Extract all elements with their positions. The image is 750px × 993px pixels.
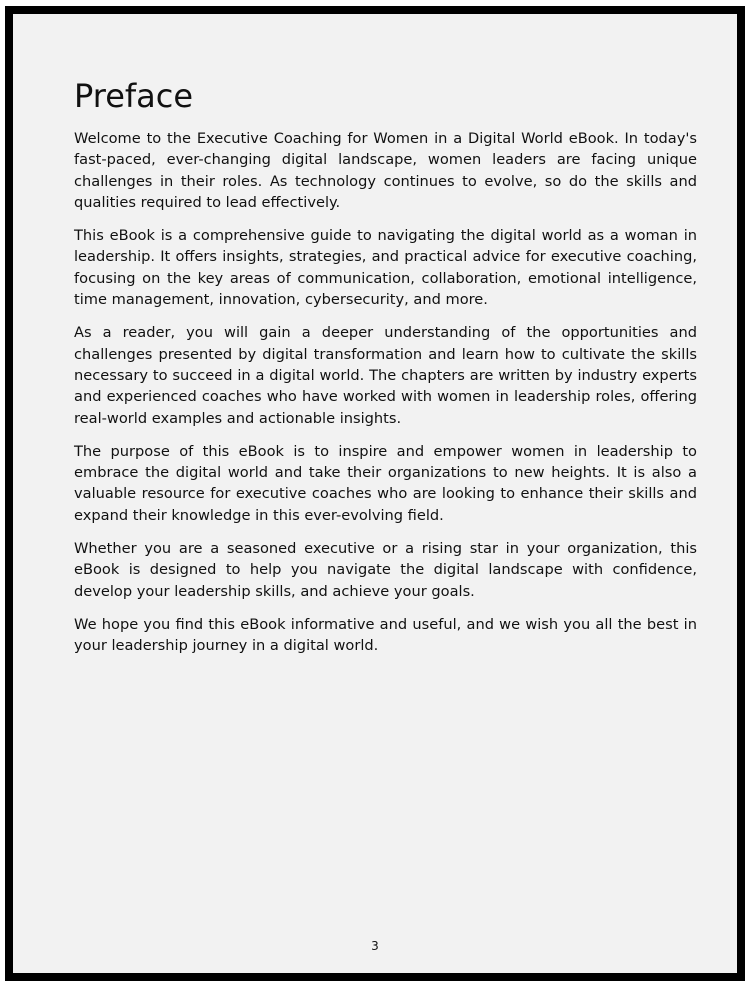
paragraph-6: We hope you find this eBook informative and useful, and we wish you all the best in your leadership journey in a digital world.	[74, 615, 697, 655]
paragraph-4: The purpose of this eBook is to inspire and empower women in leadership to embrace the digital world and take their organizations to new heights. It is also a valuable resource for executive coaches who are looking to enhance their skills and expand their knowledge in this ever-evolving field.	[74, 442, 697, 524]
paragraph-1: Welcome to the Executive Coaching for Women in a Digital World eBook. In today's fast-paced, ever-changing digital landscape, women leaders are facing unique challenges in their roles. As technology continues to evolve, so do the skills and qualities required to lead effectively.	[74, 130, 697, 211]
page-content	[74, 76, 697, 669]
paragraph-2: This eBook is a comprehensive guide to navigating the digital world as a woman in leadership. It offers insights, strategies, and practical advice for executive coaching, focusing on the key areas of communication, collaboration, emotional intelligence, time management, innovation, cybersecurity, and more.	[74, 227, 697, 309]
page-title: Preface	[74, 77, 194, 115]
page-number: 3	[371, 939, 379, 953]
paragraph-5: Whether you are a seasoned executive or a rising star in your organization, this eBook is designed to help you navigate the digital landscape with confidence, develop your leadership skills, and achieve your goals.	[74, 540, 697, 600]
page	[5, 6, 745, 981]
paragraph-3: As a reader, you will gain a deeper understanding of the opportunities and challenges presented by digital transformation and learn how to cultivate the skills necessary to succeed in a digital world. The chapters are written by industry experts and experienced coaches who have worked with women in leadership roles, offering real-world examples and actionable insights.	[74, 324, 697, 427]
